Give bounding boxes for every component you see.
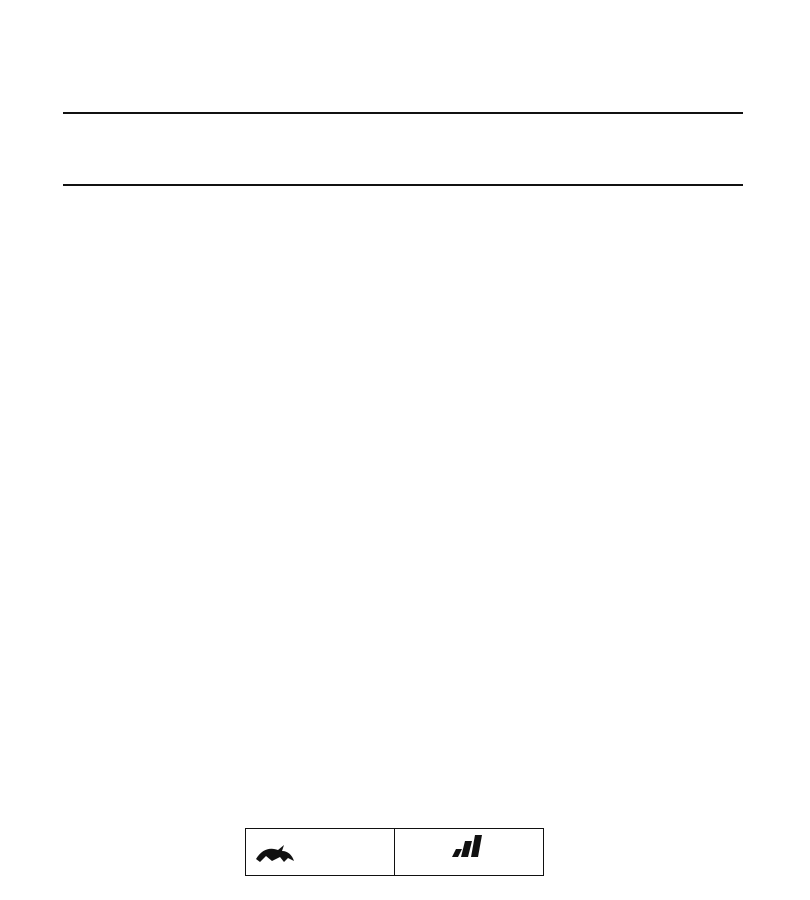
bottom-rule [63, 184, 743, 186]
adidas-logo-box [394, 828, 544, 876]
kirin-mark-icon [254, 841, 296, 865]
kirin-logo-box [245, 828, 395, 876]
top-rule [63, 112, 743, 114]
adidas-stripes-icon [450, 835, 488, 857]
